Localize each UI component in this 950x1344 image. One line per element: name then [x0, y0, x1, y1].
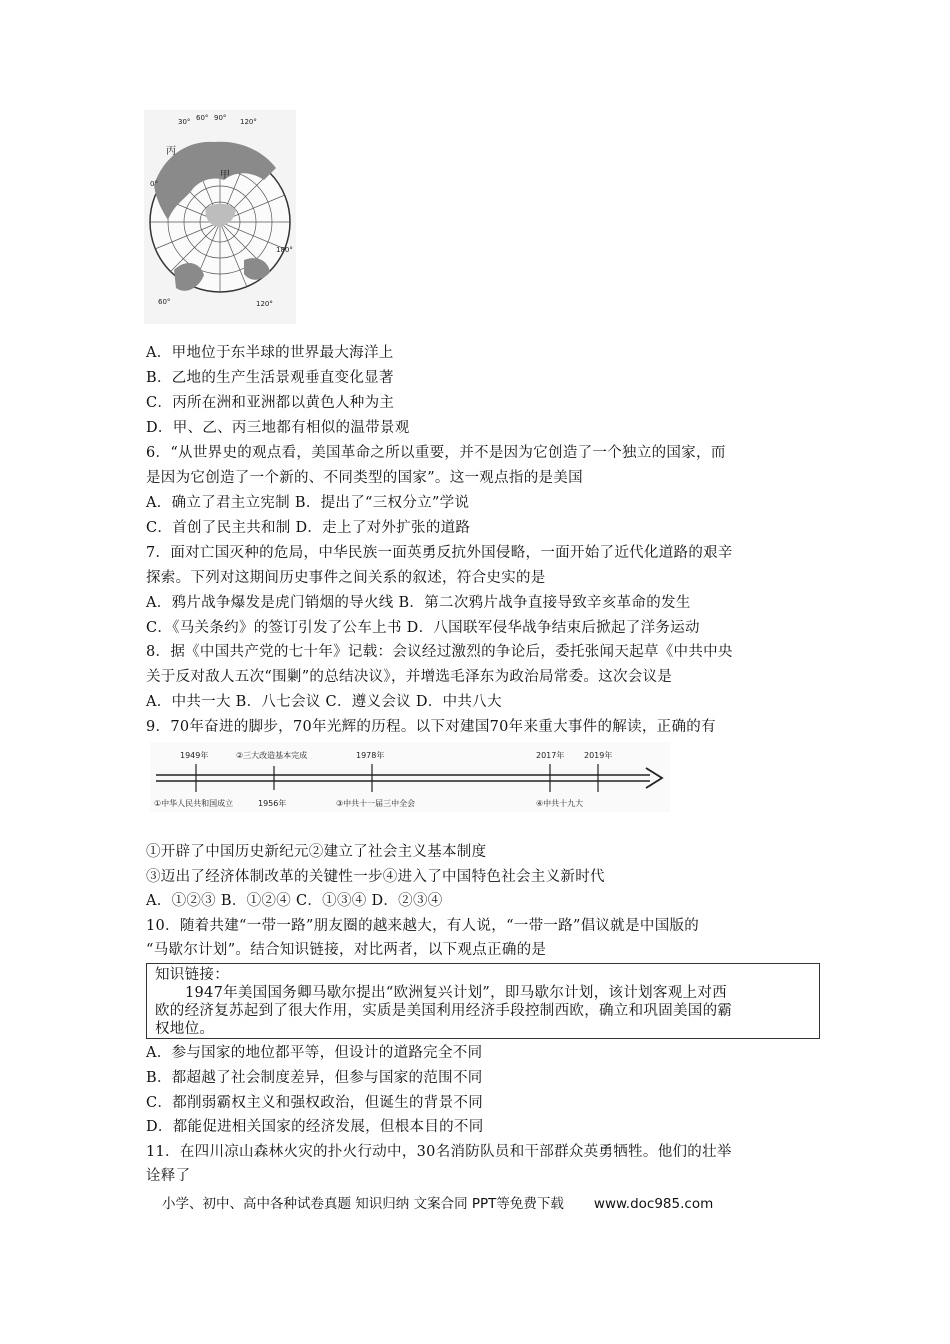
timeline-top-label: ②三大改造基本完成 [236, 751, 308, 760]
q9-statements-line1: ①开辟了中国历史新纪元②建立了社会主义基本制度 [146, 844, 487, 860]
map-label: 90° [214, 114, 227, 122]
q6-options-line2: C．首创了民主共和制 D．走上了对外扩张的道路 [146, 520, 471, 536]
timeline-figure [150, 742, 670, 812]
q7-stem-line2: 探索。下列对这期间历史事件之间关系的叙述，符合史实的是 [146, 570, 546, 586]
q6-stem-line1: 6．“从世界史的观点看，美国革命之所以重要，并不是因为它创造了一个独立的国家，而 [146, 445, 726, 461]
footer-text: 小学、初中、高中各种试卷真题 知识归纳 文案合同 PPT等免费下载 [162, 1196, 564, 1212]
q9-stem: 9．70年奋进的脚步，70年光辉的历程。以下对建国70年来重大事件的解读，正确的有 [146, 719, 716, 735]
timeline-top-label: 1978年 [356, 751, 385, 760]
q5-option-b: B．乙地的生产生活景观垂直变化显著 [146, 370, 394, 386]
map-label: 0° [150, 180, 158, 188]
map-label: 甲 [220, 170, 230, 181]
map-label: 60° [196, 114, 209, 122]
q10-option-a: A．参与国家的地位都平等，但设计的道路完全不同 [146, 1045, 483, 1061]
knowledge-link-text-line2: 欧的经济复苏起到了很大作用，实质是美国利用经济手段控制西欧，确立和巩固美国的霸 [155, 1003, 733, 1019]
q11-stem-line2: 诠释了 [146, 1168, 191, 1184]
map-label: 30° [178, 118, 191, 126]
timeline-bottom-label: ④中共十九大 [536, 799, 584, 808]
q10-option-d: D．都能促进相关国家的经济发展，但根本目的不同 [146, 1119, 484, 1135]
timeline-bottom-label: 1956年 [258, 799, 287, 808]
q7-options-line2: C．《马关条约》的签订引发了公车上书 D．八国联军侵华战争结束后掀起了洋务运动 [146, 620, 700, 636]
q8-options: A．中共一大 B．八七会议 C．遵义会议 D．中共八大 [146, 694, 502, 710]
knowledge-link-title: 知识链接： [155, 967, 229, 983]
q6-stem-line2: 是因为它创造了一个新的、不同类型的国家”。这一观点指的是美国 [146, 470, 583, 486]
timeline-top-label: 2017年 [536, 751, 565, 760]
q8-stem-line2: 关于反对敌人五次“围剿”的总结决议》，并增选毛泽东为政治局常委。这次会议是 [146, 669, 673, 685]
q10-stem-line2: “马歇尔计划”。结合知识链接，对比两者，以下观点正确的是 [146, 942, 547, 958]
knowledge-link-text-line1: 1947年美国国务卿马歇尔提出“欧洲复兴计划”，即马歇尔计划，该计划客观上对西 [185, 985, 727, 1001]
timeline-bottom-label: ③中共十一届三中全会 [336, 799, 416, 808]
map-label: 60° [158, 298, 171, 306]
footer-url-link[interactable]: www.doc985.com [593, 1196, 714, 1212]
map-label: 丙 [166, 146, 176, 157]
q10-option-c: C．都削弱霸权主义和强权政治，但诞生的背景不同 [146, 1095, 483, 1111]
timeline-top-label: 1949年 [180, 751, 209, 760]
q11-stem-line1: 11．在四川凉山森林火灾的扑火行动中，30名消防队员和干部群众英勇牺牲。他们的壮举 [146, 1144, 732, 1160]
map-label: 120° [256, 300, 273, 308]
q7-options-line1: A．鸦片战争爆发是虎门销烟的导火线 B．第二次鸦片战争直接导致辛亥革命的发生 [146, 595, 691, 611]
q5-option-c: C．丙所在洲和亚洲都以黄色人种为主 [146, 395, 395, 411]
q10-stem-line1: 10．随着共建“一带一路”朋友圈的越来越大，有人说，“一带一路”倡议就是中国版的 [146, 918, 700, 934]
q5-option-d: D．甲、乙、丙三地都有相似的温带景观 [146, 420, 410, 436]
q7-stem-line1: 7．面对亡国灭种的危局，中华民族一面英勇反抗外国侵略，一面开始了近代化道路的艰辛 [146, 545, 733, 561]
q9-options: A．①②③ B．①②④ C．①③④ D．②③④ [146, 893, 443, 909]
q10-option-b: B．都超越了社会制度差异，但参与国家的范围不同 [146, 1070, 483, 1086]
q9-statements-line2: ③迈出了经济体制改革的关键性一步④进入了中国特色社会主义新时代 [146, 869, 605, 885]
map-label: 180° [276, 246, 293, 254]
knowledge-link-box [146, 963, 820, 1039]
timeline-top-label: 2019年 [584, 751, 613, 760]
q8-stem-line1: 8．据《中国共产党的七十年》记载：会议经过激烈的争论后，委托张闻天起草《中共中央 [146, 644, 733, 660]
q5-option-a: A．甲地位于东半球的世界最大海洋上 [146, 345, 394, 361]
page-footer [162, 1192, 713, 1212]
map-label: 120° [240, 118, 257, 126]
polar-map-figure [144, 110, 296, 324]
knowledge-link-text-line3: 权地位。 [155, 1021, 215, 1037]
q6-options-line1: A．确立了君主立宪制 B．提出了“三权分立”学说 [146, 495, 470, 511]
timeline-bottom-label: ①中华人民共和国成立 [154, 799, 234, 808]
